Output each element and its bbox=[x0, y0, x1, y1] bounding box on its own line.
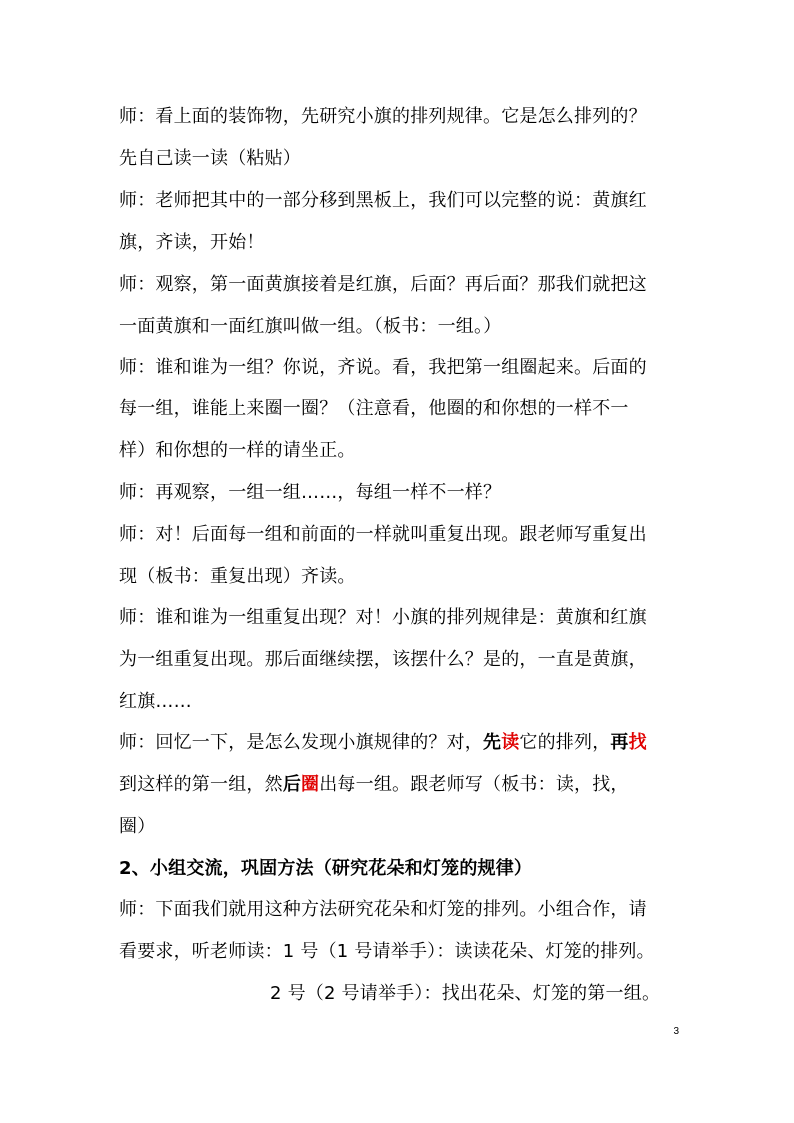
text-line: 师：谁和谁为一组？你说，齐说。看，我把第一组圈起来。后面的 bbox=[119, 357, 647, 378]
text-line: 样）和你想的一样的请坐正。 bbox=[119, 440, 356, 461]
recall-text: 师：回忆一下，是怎么发现小旗规律的？对， bbox=[119, 732, 483, 753]
text-line: 现（板书：重复出现）齐读。 bbox=[119, 566, 356, 587]
emphasis-quan: 圈 bbox=[301, 774, 320, 795]
recall-line-2 bbox=[119, 773, 629, 797]
text-line: 师：下面我们就用这种方法研究花朵和灯笼的排列。小组合作，请 bbox=[119, 899, 647, 920]
text-line: 师：观察，第一面黄旗接着是红旗，后面？再后面？那我们就把这 bbox=[119, 274, 647, 295]
emphasis-hou: 后 bbox=[282, 774, 302, 795]
text-line: 一面黄旗和一面红旗叫做一组。（板书：一组。） bbox=[119, 316, 502, 337]
emphasis-zhao: 找 bbox=[628, 732, 647, 753]
section-heading: 2、小组交流，巩固方法（研究花朵和灯笼的规律） bbox=[119, 858, 533, 879]
text-line: 师：谁和谁为一组重复出现？对！小旗的排列规律是：黄旗和红旗 bbox=[119, 607, 647, 628]
emphasis-zai: 再 bbox=[610, 732, 629, 753]
text-line: 为一组重复出现。那后面继续摆，该摆什么？是的，一直是黄旗， bbox=[119, 649, 647, 670]
text-line: 先自己读一读（粘贴） bbox=[119, 148, 301, 169]
recall-text: 它的排列， bbox=[519, 732, 611, 753]
text-line: 每一组，谁能上来圈一圈？（注意看，他圈的和你想的一样不一 bbox=[119, 398, 629, 419]
recall-text: 到这样的第一组，然 bbox=[119, 774, 283, 795]
indented-line: 2 号（2 号请举手）：找出花朵、灯笼的第一组。 bbox=[270, 983, 661, 1004]
text-line: 师：再观察，一组一组……，每组一样不一样？ bbox=[119, 482, 502, 503]
recall-line bbox=[119, 731, 647, 755]
text-line: 师：看上面的装饰物，先研究小旗的排列规律。它是怎么排列的？ bbox=[119, 106, 647, 127]
text-line: 圈） bbox=[119, 816, 156, 837]
recall-text: 出每一组。跟老师写（板书：读，找， bbox=[319, 774, 629, 795]
page-number: 3 bbox=[673, 1026, 679, 1037]
text-line: 师：对！后面每一组和前面的一样就叫重复出现。跟老师写重复出 bbox=[119, 524, 647, 545]
text-line: 旗，齐读，开始！ bbox=[119, 232, 265, 253]
text-line: 看要求，听老师读：1 号（1 号请举手）：读读花朵、灯笼的排列。 bbox=[119, 941, 655, 962]
text-line: 红旗…… bbox=[119, 691, 192, 712]
emphasis-du: 读 bbox=[501, 732, 520, 753]
emphasis-xian: 先 bbox=[483, 732, 502, 753]
text-line: 师：老师把其中的一部分移到黑板上，我们可以完整的说：黄旗红 bbox=[119, 190, 647, 211]
